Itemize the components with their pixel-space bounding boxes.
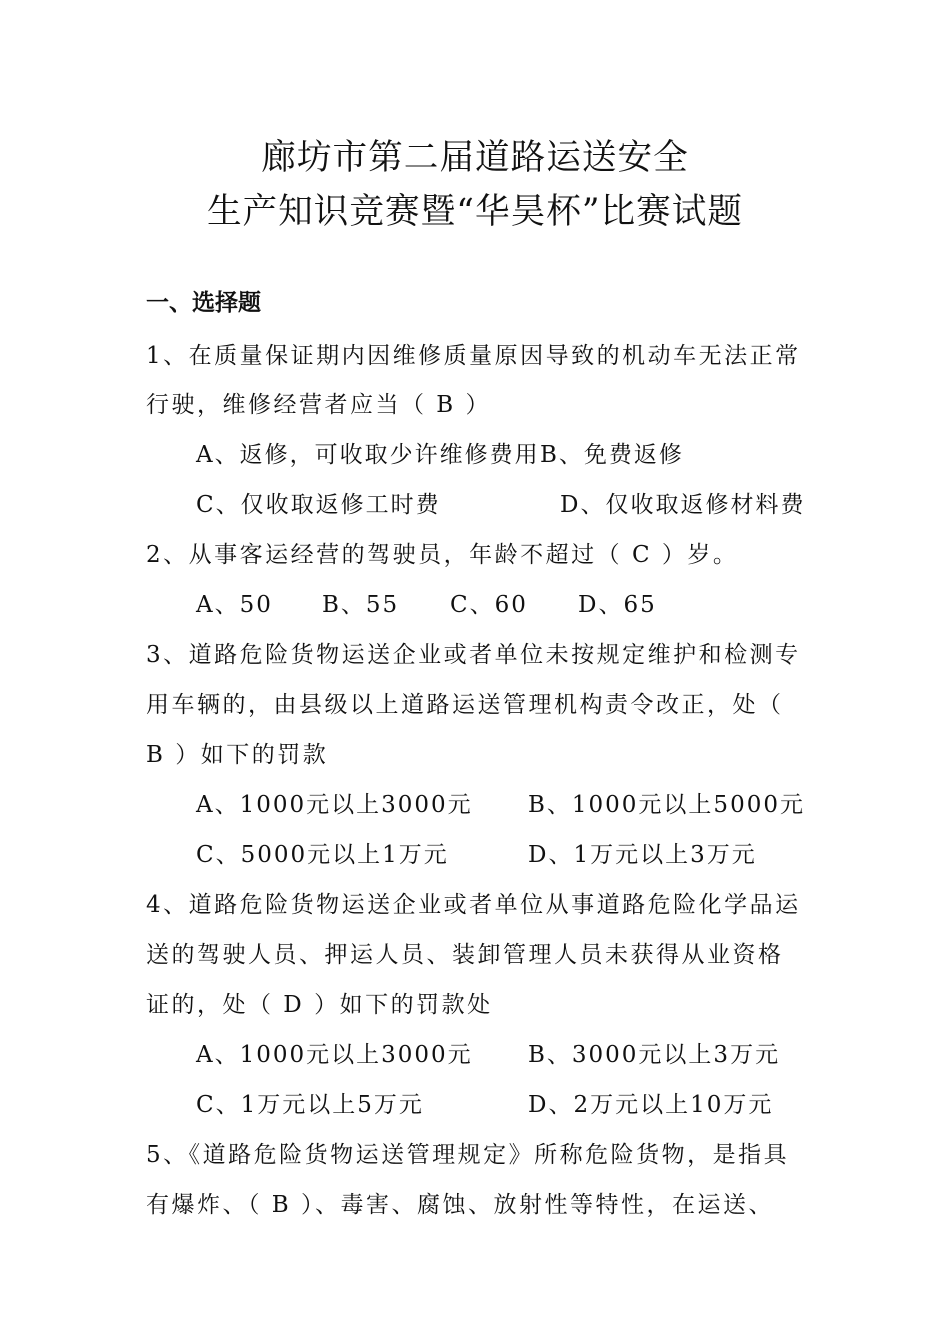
question-3-option-d: D、1万元以上3万元 <box>528 842 757 868</box>
section-heading: 一、选择题 <box>146 290 261 316</box>
question-4-line-1: 4、道路危险货物运送企业或者单位从事道路危险化学品运 <box>146 892 801 918</box>
question-5-line-1: 5、《道路危险货物运送管理规定》所称危险货物，是指具 <box>146 1142 790 1168</box>
question-1-line-1: 1、在质量保证期内因维修质量原因导致的机动车无法正常 <box>146 343 801 369</box>
document-title-line-1: 廊坊市第二届道路运送安全 <box>261 138 689 178</box>
question-4-line-3: 证的，处（ D ）如下的罚款处 <box>146 992 493 1018</box>
question-2-option-d: D、65 <box>578 592 657 618</box>
question-4-option-b: B、3000元以上3万元 <box>528 1042 781 1068</box>
question-3-line-1: 3、道路危险货物运送企业或者单位未按规定维护和检测专 <box>146 642 801 668</box>
question-4-option-c: C、1万元以上5万元 <box>196 1092 424 1118</box>
question-1-line-2: 行驶，维修经营者应当（ B ） <box>146 392 492 418</box>
question-3-option-b: B、1000元以上5000元 <box>528 792 805 818</box>
document-title-line-2: 生产知识竞赛暨“华昊杯”比赛试题 <box>206 192 744 232</box>
question-2-option-a: A、50 <box>196 592 273 618</box>
question-3-option-a: A、1000元以上3000元 <box>196 792 473 818</box>
question-3-line-2: 用车辆的，由县级以上道路运送管理机构责令改正，处（ <box>146 692 784 718</box>
question-1-option-b: B、免费返修 <box>540 442 684 468</box>
question-5-line-2: 有爆炸、（ B ）、毒害、腐蚀、放射性等特性，在运送、 <box>146 1192 775 1218</box>
question-2-option-b: B、55 <box>322 592 400 618</box>
question-1-option-d: D、仅收取返修材料费 <box>560 492 806 518</box>
question-1-option-a: A、返修，可收取少许维修费用 <box>196 442 540 468</box>
question-4-option-d: D、2万元以上10万元 <box>528 1092 774 1118</box>
question-3-option-c: C、5000元以上1万元 <box>196 842 449 868</box>
question-1-option-c: C、仅收取返修工时费 <box>196 492 441 518</box>
question-4-option-a: A、1000元以上3000元 <box>196 1042 473 1068</box>
question-3-line-3: B ）如下的罚款 <box>146 742 329 768</box>
question-2-line-1: 2、从事客运经营的驾驶员，年龄不超过（ C ）岁。 <box>146 542 739 568</box>
question-4-line-2: 送的驾驶人员、押运人员、装卸管理人员未获得从业资格 <box>146 942 784 968</box>
question-2-option-c: C、60 <box>450 592 528 618</box>
